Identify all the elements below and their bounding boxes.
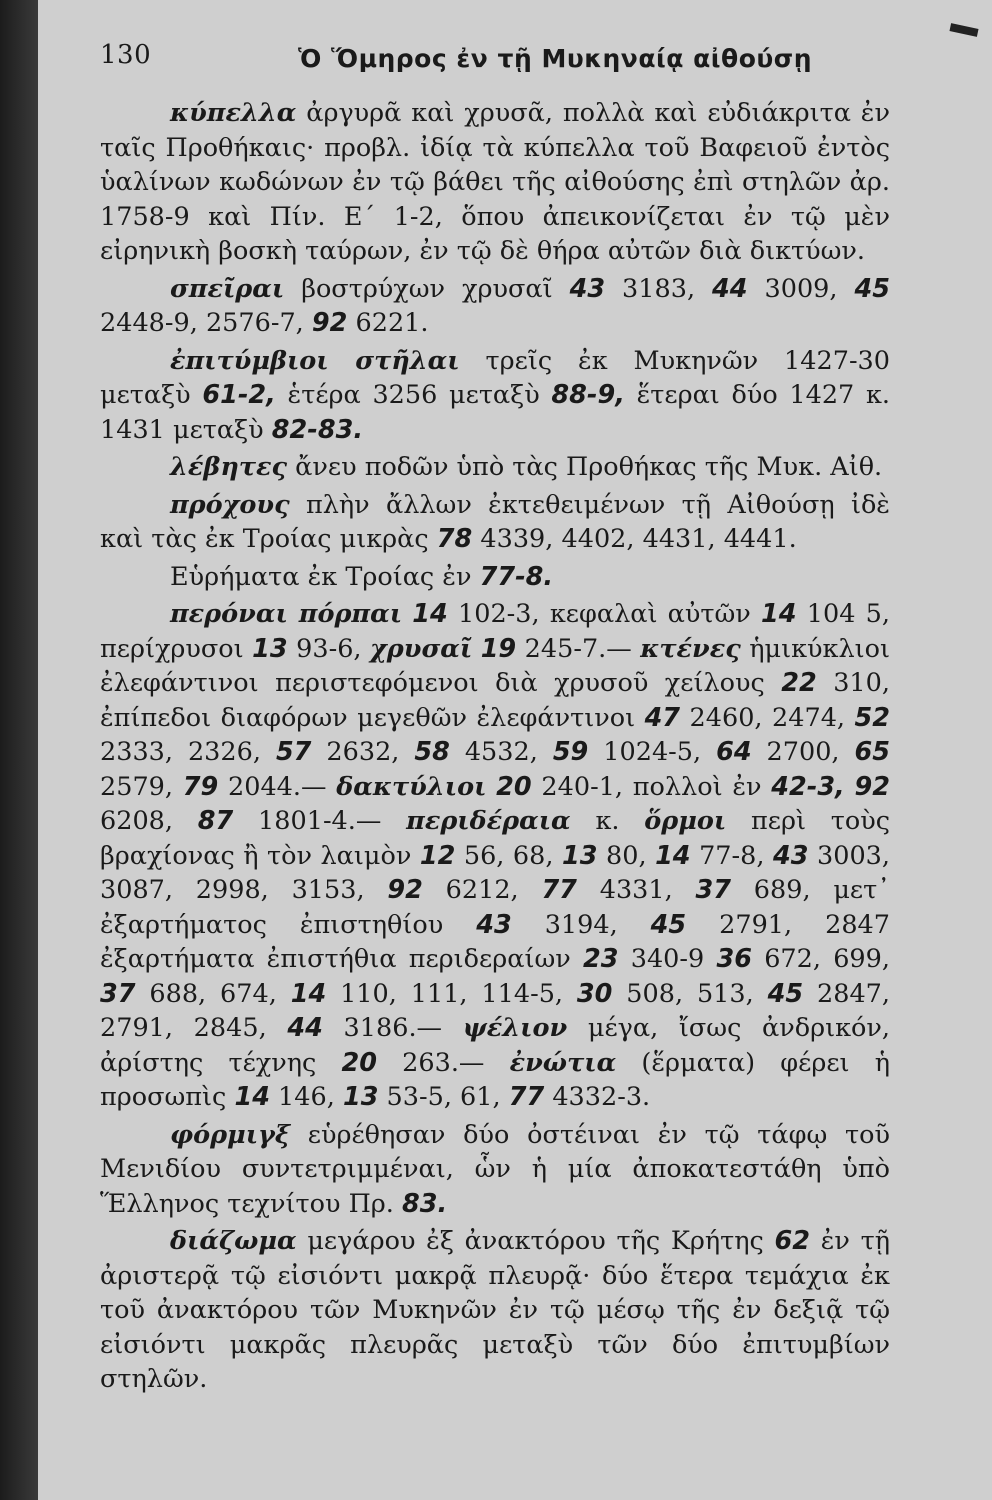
plate-reference: 45	[767, 978, 804, 1009]
entry-paragraph	[100, 344, 890, 448]
entry-text: ἀργυρᾶ καὶ χρυσᾶ, πολλὰ καὶ εὐδιάκριτα ἐν ταῖς Προθήκαις· προβλ. ἰδίᾳ τὰ κύπελλα τοῦ Βαφειοῦ ἐντὸς ὑαλίνων κωδώνων ἐν τῷ βάθει τῆς αἰθούσης ἐπὶ στηλῶν ἀρ. 1758-9 καὶ Πίν. Ε´ 1-2, ὅπου ἀπεικονίζεται ἐν τῷ μὲν εἰρηνικὴ βοσκὴ ταύρων, ἐν τῷ δὲ θήρα αὐτῶν διὰ δικτύων.	[100, 98, 890, 266]
running-head: Ὁ Ὅμηρος ἐν τῇ Μυκηναίᾳ αἰθούσῃ	[298, 44, 813, 73]
entry-text: 56, 68,	[455, 840, 562, 871]
plate-reference: 44	[287, 1013, 323, 1043]
plate-reference: 47	[644, 702, 681, 733]
plate-reference: 20	[341, 1047, 377, 1078]
plate-reference: 43	[569, 273, 606, 304]
entry-text: ἑτέρα 3256 μεταξὺ	[275, 380, 552, 410]
plate-reference: 62	[774, 1226, 811, 1256]
entry-text: 2847, 2791, 2845,	[100, 978, 890, 1043]
entry-text: 4532,	[449, 737, 553, 767]
entry-text: 1024-5,	[588, 737, 717, 767]
plate-reference: 20	[496, 771, 532, 802]
entry-text: 102-3, κεφαλαὶ αὐτῶν	[447, 599, 762, 629]
entry-text: ἕτεραι δύο 1427 κ. 1431 μεταξὺ	[100, 380, 891, 445]
plate-reference: 92	[387, 875, 423, 905]
plate-reference: 87	[197, 806, 234, 836]
plate-reference: 36	[716, 944, 752, 974]
entry-text: 2333, 2326,	[100, 737, 276, 767]
plate-reference: 92	[311, 308, 348, 338]
entry-paragraph	[100, 560, 890, 595]
plate-reference: 22	[781, 668, 817, 698]
entry-paragraph	[100, 1118, 890, 1222]
entry-text: 3194,	[511, 909, 651, 940]
entry-text: 93-6,	[287, 633, 371, 664]
entry-text: 310, ἐπίπεδοι διαφόρων μεγεθῶν ἐλεφάντινοι	[100, 668, 890, 733]
entry-text: 2448-9, 2576-7,	[100, 308, 312, 338]
entry-heading: σπεῖραι	[170, 273, 285, 304]
entry-text: 263.—	[376, 1047, 510, 1078]
plate-reference: 42-3,	[771, 771, 845, 802]
entry-text: 110, 111, 114-5,	[326, 978, 577, 1009]
page-spine-shadow	[0, 0, 38, 1500]
plate-reference: 13	[342, 1082, 379, 1112]
plate-reference: 37	[100, 978, 136, 1009]
entry-text: κ.	[570, 806, 645, 836]
plate-reference: 19	[480, 633, 517, 664]
plate-reference: 79	[182, 771, 219, 802]
plate-reference: 13	[252, 633, 288, 664]
plate-reference: 61-2,	[202, 380, 276, 410]
entry-heading: κτένες	[640, 633, 741, 664]
plate-reference: 12	[419, 840, 456, 871]
plate-reference: 77-8.	[479, 561, 554, 592]
plate-reference: 13	[561, 840, 598, 871]
plate-reference: 44	[712, 273, 748, 304]
entry-text: 1801-4.—	[233, 806, 407, 836]
entry-text: 688, 674,	[135, 978, 291, 1009]
entry-text: 4332-3.	[544, 1082, 651, 1112]
plate-reference: 23	[582, 944, 619, 974]
entry-text: 53-5, 61,	[378, 1082, 509, 1112]
entry-text	[486, 772, 496, 802]
plate-reference: 77	[541, 875, 577, 905]
entry-heading: πρόχους	[170, 489, 290, 520]
entry-heading: κύπελλα	[170, 98, 297, 128]
entry-text: μεγάρου ἐξ ἀνακτόρου τῆς Κρήτης	[296, 1226, 775, 1256]
entry-text: 4339, 4402, 4431, 4441.	[472, 524, 797, 554]
plate-reference: 64	[716, 737, 752, 767]
plate-reference: 65	[854, 737, 891, 767]
entry-text: τρεῖς ἐκ Μυκηνῶν 1427-30 μεταξὺ	[100, 345, 891, 410]
plate-reference: 14	[290, 978, 327, 1009]
plate-reference: 58	[414, 737, 450, 767]
plate-reference: 43	[476, 909, 512, 940]
entry-text: περὶ τοὺς βραχίονας ἢ τὸν λαιμὸν	[100, 806, 890, 871]
plate-reference: 78	[436, 524, 473, 554]
plate-reference: 14	[655, 840, 691, 871]
plate-reference: 45	[650, 909, 687, 940]
entry-text: (ἕρματα) φέρει ἡ προσωπὶς	[100, 1047, 890, 1112]
entry-heading: ψέλιον	[462, 1013, 568, 1043]
entry-text: 3186.—	[322, 1013, 463, 1043]
plate-reference: 83.	[402, 1188, 448, 1219]
entry-text: 6208,	[100, 806, 198, 836]
entry-text: 672, 699,	[751, 944, 890, 974]
plate-reference: 45	[854, 273, 890, 304]
entry-paragraph	[100, 96, 890, 269]
entry-text: ἄνευ ποδῶν ὑπὸ τὰς Προθήκας τῆς Μυκ. Αἰθ.	[287, 452, 883, 482]
entry-heading: λέβητες	[170, 452, 288, 482]
entry-text	[402, 599, 412, 629]
entry-text: 4331,	[576, 875, 696, 905]
entry-heading: περόναι πόρπαι	[170, 599, 403, 629]
entry-paragraph	[100, 450, 890, 485]
entry-text: 2579,	[100, 771, 183, 802]
plate-reference: 14	[412, 599, 448, 629]
entry-text: εὑρέθησαν δύο ὀστέιναι ἐν τῷ τάφῳ τοῦ Μενιδίου συντετριμμέναι, ὧν ἡ μία ἀποκατεστάθη ὑπὸ Ἕλληνος τεχνίτου Πρ.	[100, 1119, 890, 1219]
entry-heading: χρυσαῖ	[370, 633, 473, 664]
plate-reference: 14	[234, 1082, 270, 1112]
entry-text: 2791, 2847 ἐξαρτήματα ἐπιστήθια περιδεραίων	[100, 909, 890, 974]
plate-reference: 57	[275, 737, 312, 767]
entry-paragraph	[100, 1224, 890, 1397]
entry-text: βοστρύχων χρυσαῖ	[284, 273, 570, 304]
entry-heading: φόρμιγξ	[170, 1119, 290, 1150]
book-page	[38, 0, 992, 1500]
entry-text: 2044.—	[218, 771, 337, 802]
entry-text	[472, 634, 480, 664]
entry-text: 80,	[597, 840, 656, 871]
entry-text: ἡμικύκλιοι ἐλεφάντινοι περιστεφόμενοι διὰ χρυσοῦ χείλους	[100, 633, 890, 698]
plate-reference: 30	[576, 978, 613, 1009]
entry-heading: διάζωμα	[170, 1226, 297, 1256]
entry-text: 3003, 3087, 2998, 3153,	[100, 840, 890, 905]
plate-reference: 59	[552, 737, 589, 767]
entry-text: 340-9	[618, 944, 717, 974]
entry-text: 3009,	[747, 273, 855, 304]
entry-text: 2700,	[751, 737, 855, 767]
entry-heading: δακτύλιοι	[336, 771, 487, 802]
plate-reference: 43	[772, 840, 809, 871]
page-number: 130	[100, 40, 152, 70]
entry-text: ἐν τῇ ἀριστερᾷ τῷ εἰσιόντι μακρᾷ πλευρᾷ· δύο ἕτερα τεμάχια ἐκ τοῦ ἀνακτόρου τῶν Μυκηνῶν ἐν τῷ μέσῳ τῆς ἐν δεξιᾷ τῷ εἰσιόντι μακρᾶς πλευρᾶς μεταξὺ τῶν δύο ἐπιτυμβίων στηλῶν.	[100, 1226, 890, 1394]
entry-heading: ἐπιτύμβιοι στῆλαι	[170, 345, 460, 376]
plate-reference: 92	[854, 771, 890, 802]
entry-heading: ὅρμοι	[644, 806, 727, 836]
entry-text: 508, 513,	[612, 978, 768, 1009]
entry-text: 245-7.—	[516, 633, 641, 664]
entry-text: πλὴν ἄλλων ἐκτεθειμένων τῇ Αἰθούσῃ ἰδὲ καὶ τὰς ἐκ Τροίας μικρὰς	[100, 489, 890, 554]
entry-text: 6221.	[347, 308, 429, 338]
plate-reference: 37	[695, 875, 732, 905]
corner-mark	[949, 23, 978, 37]
entry-heading: περιδέραια	[406, 806, 571, 836]
entry-text: 146,	[269, 1082, 343, 1112]
plate-reference: 82-83.	[271, 414, 364, 445]
entry-text: 2632,	[311, 737, 415, 767]
body-text	[100, 96, 890, 1400]
entry-text: Εὑρήματα ἐκ Τροίας ἐν	[170, 561, 480, 592]
entry-text: 104 5, περίχρυσοι	[100, 599, 890, 664]
entry-heading: ἐνώτια	[509, 1047, 617, 1078]
plate-reference: 52	[854, 702, 890, 733]
entry-text: 6212,	[422, 875, 542, 905]
entry-text: 689, μετ᾽ ἐξαρτήματος ἐπιστηθίου	[100, 875, 890, 940]
entry-text: 2460, 2474,	[680, 702, 855, 733]
entry-text: μέγα, ἴσως ἀνδρικόν, ἀρίστης τέχνης	[100, 1013, 891, 1078]
entry-text	[845, 772, 855, 802]
entry-text: 240-1, πολλοὶ ἐν	[531, 771, 772, 802]
plate-reference: 77	[508, 1082, 545, 1112]
entry-text: 77-8,	[690, 840, 773, 871]
entry-text: 3183,	[605, 273, 713, 304]
plate-reference: 88-9,	[551, 380, 625, 410]
plate-reference: 14	[761, 599, 797, 629]
entry-paragraph	[100, 597, 890, 1115]
entry-paragraph	[100, 272, 890, 341]
entry-paragraph	[100, 488, 890, 557]
